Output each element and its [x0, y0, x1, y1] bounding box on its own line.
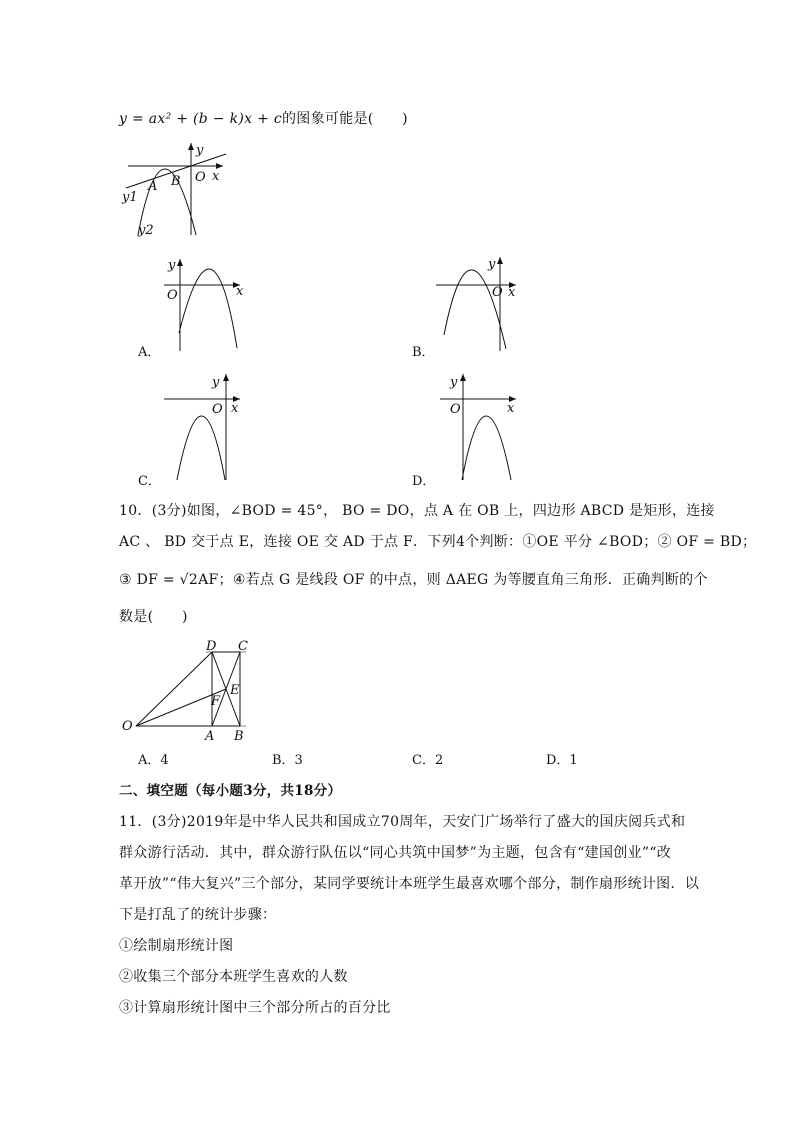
q11-line-4: 下是打乱了的统计步骤： — [119, 907, 277, 923]
given-label-y1: y1 — [122, 190, 138, 205]
q11-step-2: ②收集三个部分本班学生喜欢的人数 — [119, 969, 348, 985]
y-arrow-icon — [223, 374, 229, 381]
q10-line-3: ③ DF = √2AF；④若点 G 是线段 OF 的中点，则 ΔAEG 为等腰直角三角形．正确判断的个 — [119, 572, 708, 588]
label-B: B — [234, 729, 244, 744]
q10-option-d[interactable]: D．1 — [546, 753, 578, 768]
option-c-y: y — [212, 375, 220, 390]
q10-option-b[interactable]: B．3 — [272, 753, 303, 768]
q9-option-d-letter[interactable]: D． — [412, 474, 436, 489]
option-b-origin: O — [492, 285, 503, 300]
q9-option-b-letter[interactable]: B． — [412, 345, 435, 360]
option-b-parabola — [444, 270, 506, 349]
option-c-x: x — [231, 401, 239, 416]
given-label-A: A — [148, 179, 158, 194]
q10-line-1: 10．(3分)如图，∠BOD = 45°， BO = DO，点 A 在 OB 上，四边形 ABCD 是矩形，连接 — [119, 503, 715, 519]
given-label-x: x — [212, 169, 220, 184]
q9-option-c-graph — [164, 372, 254, 482]
section-heading: 二、填空题（每小题3分，共18分） — [119, 783, 342, 799]
given-label-y: y — [196, 143, 204, 158]
q9-option-c-letter[interactable]: C． — [138, 474, 161, 489]
q11-step-3: ③计算扇形统计图中三个部分所占的百分比 — [119, 1000, 391, 1016]
label-C: C — [238, 639, 248, 654]
q11-step-1: ①绘制扇形统计图 — [119, 938, 234, 954]
y-arrow-icon — [188, 143, 194, 150]
option-d-parabola — [462, 416, 511, 480]
q10-line-2: AC 、 BD 交于点 E，连接 OE 交 AD 于点 F．下列4个判断：①OE 平分 ∠BOD；② OF = BD； — [119, 534, 757, 550]
option-c-origin: O — [212, 402, 223, 417]
y-arrow-icon — [460, 374, 466, 381]
given-label-y2: y2 — [138, 223, 154, 238]
option-a-x: x — [236, 284, 244, 299]
q9-stem — [119, 108, 408, 128]
option-d-origin: O — [450, 402, 461, 417]
segment-od — [136, 652, 212, 726]
option-d-y: y — [450, 375, 458, 390]
q9-option-a-graph — [164, 253, 249, 353]
option-b-x: x — [508, 285, 516, 300]
given-label-B: B — [171, 174, 181, 189]
y-arrow-icon — [177, 259, 183, 266]
q9-given-graph — [118, 138, 233, 238]
given-label-O: O — [195, 170, 206, 185]
option-a-origin: O — [167, 288, 178, 303]
option-a-y: y — [168, 258, 176, 273]
q10-option-c[interactable]: C．2 — [412, 753, 444, 768]
q10-figure — [120, 638, 260, 743]
option-d-x: x — [507, 401, 515, 416]
q10-line-4: 数是( ) — [119, 609, 188, 625]
q9-formula: y = ax² + (b − k)x + c — [119, 111, 282, 127]
option-a-parabola — [179, 269, 237, 348]
q9-option-b-graph — [436, 253, 526, 353]
option-b-y: y — [488, 257, 496, 272]
label-O: O — [122, 719, 133, 734]
q9-option-a-letter[interactable]: A． — [138, 345, 161, 360]
y-arrow-icon — [497, 257, 503, 264]
q11-line-1: 11．(3分)2019年是中华人民共和国成立70周年，天安门广场举行了盛大的国庆阅兵式和 — [119, 814, 686, 830]
q9-stem-tail: 的图象可能是( ) — [282, 111, 408, 127]
q10-option-a[interactable]: A．4 — [138, 753, 169, 768]
label-F: F — [211, 694, 221, 709]
label-E: E — [230, 683, 240, 698]
q11-line-3: 革开放”“伟大复兴”三个部分，某同学要统计本班学生最喜欢哪个部分，制作扇形统计图．以 — [119, 876, 700, 892]
option-c-parabola — [177, 416, 225, 480]
q9-option-d-graph — [440, 372, 530, 482]
label-D: D — [206, 639, 217, 654]
label-A: A — [205, 729, 215, 744]
q11-line-2: 群众游行活动．其中，群众游行队伍以“同心共筑中国梦”为主题，包含有“建国创业”“改 — [119, 845, 672, 861]
